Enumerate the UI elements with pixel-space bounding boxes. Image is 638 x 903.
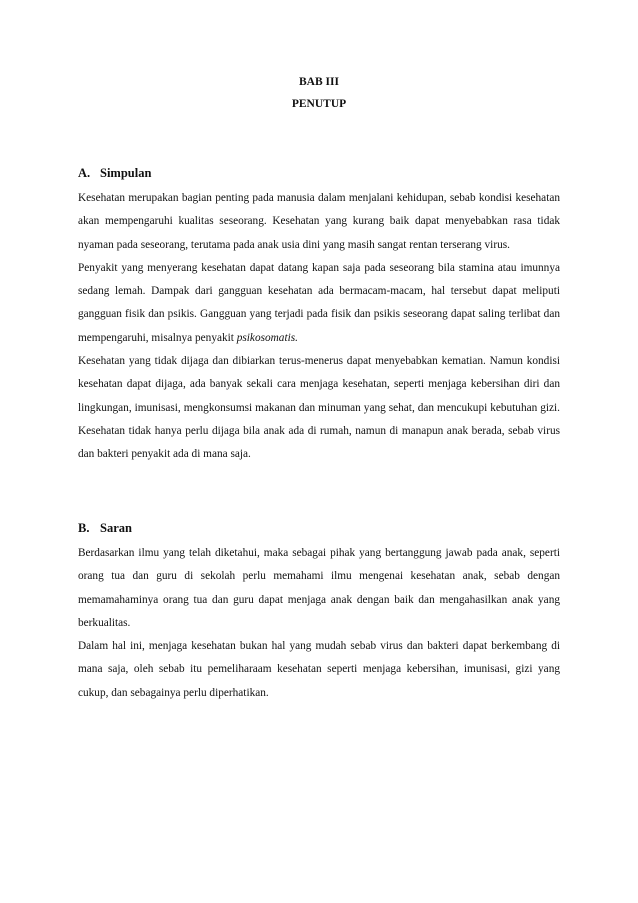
section-letter: B.	[78, 521, 90, 535]
section-heading-simpulan	[78, 166, 560, 182]
paragraph: Kesehatan yang tidak dijaga dan dibiarkan terus-menerus dapat menyebabkan kematian. Namun kondisi kesehatan dapat dijaga, ada banyak sekali cara menjaga kesehatan, seperti menjaga kebersihan diri dan lingkungan, imunisasi, mengkonsumsi makanan dan minuman yang sehat, dan mencukupi kebutuhan gizi. Kesehatan tidak hanya perlu dijaga bila anak ada di rumah, namun di manapun anak berada, sebab virus dan bakteri penyakit ada di mana saja.	[78, 355, 560, 461]
chapter-number	[0, 76, 638, 88]
section-simpulan	[78, 166, 560, 467]
paragraph-text: Penyakit yang menyerang kesehatan dapat datang kapan saja pada seseorang bila stamina atau imunnya sedang lemah. Dampak dari gangguan kesehatan ada bermacam-macam, hal tersebut dapat meliputi gangguan fisik dan psikis. Gangguan yang terjadi pada fisik dan psikis seseorang dapat saling terlibat dan mempengaruhi, misalnya penyakit	[78, 261, 560, 344]
section-saran	[78, 521, 560, 705]
chapter-number-text: BAB III	[299, 76, 339, 88]
italic-term: psikosomatis.	[236, 331, 298, 344]
paragraph	[78, 257, 560, 350]
section-letter: A.	[78, 166, 91, 180]
paragraph: Dalam hal ini, menjaga kesehatan bukan hal yang mudah sebab virus dan bakteri dapat berkembang di mana saja, oleh sebab itu pemeliharaam kesehatan seperti menjaga kebersihan, imunisasi, gizi yang cukup, dan sebagainya perlu diperhatikan.	[78, 640, 560, 699]
section-title: Simpulan	[100, 166, 152, 180]
section-heading-saran	[78, 521, 560, 537]
chapter-title	[0, 98, 638, 110]
paragraph: Kesehatan merupakan bagian penting pada manusia dalam menjalani kehidupan, sebab kondisi kesehatan akan mempengaruhi kualitas seseorang. Kesehatan yang kurang baik dapat menyebabkan rasa tidak nyaman pada seseorang, terutama pada anak usia dini yang masih sangat rentan terserang virus.	[78, 192, 560, 251]
section-title: Saran	[100, 521, 132, 535]
paragraph: Berdasarkan ilmu yang telah diketahui, maka sebagai pihak yang bertanggung jawab pada anak, seperti orang tua dan guru di sekolah perlu memahami ilmu mengenai kesehatan anak, sebab dengan memamahaminya orang tua dan guru dapat menjaga anak dengan baik dan mengahasilkan anak yang berkualitas.	[78, 547, 560, 629]
chapter-title-text: PENUTUP	[291, 98, 347, 110]
